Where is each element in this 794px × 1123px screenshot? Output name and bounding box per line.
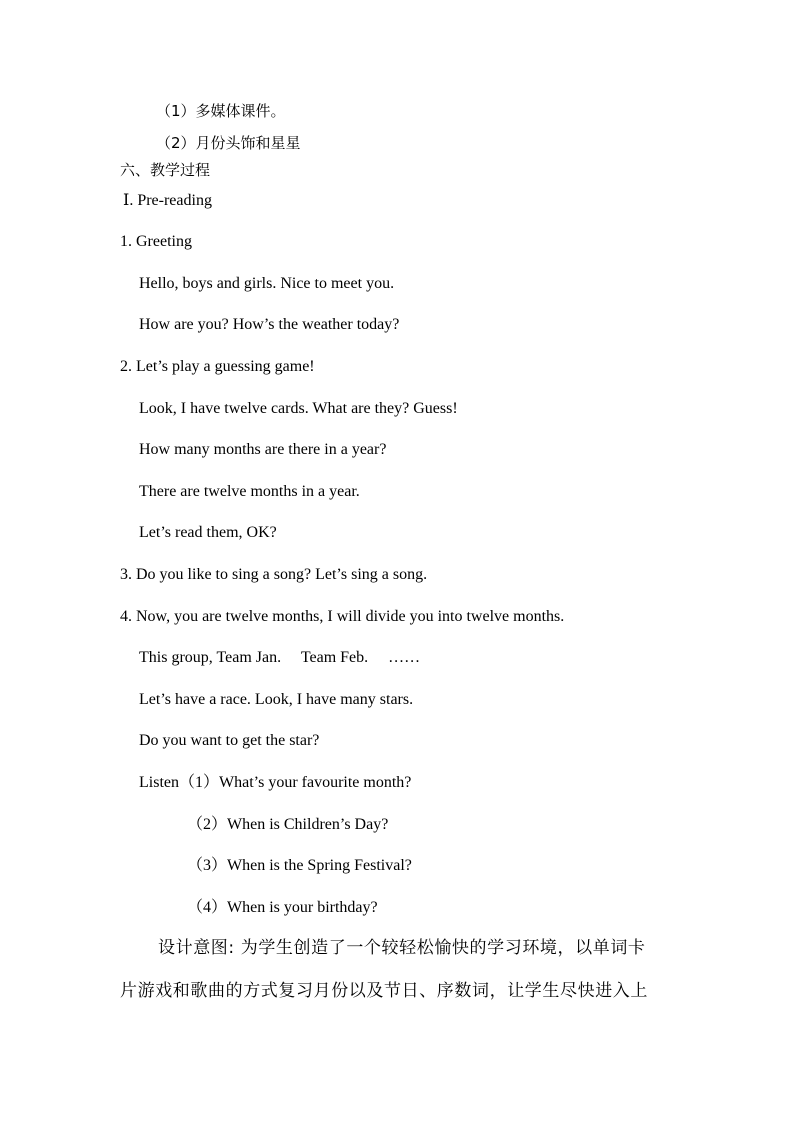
- design-intent-line-2: 片游戏和歌曲的方式复习月份以及节日、序数词，让学生尽快进入上: [120, 981, 648, 1001]
- game-line-1: Look, I have twelve cards. What are they? Guess!: [139, 400, 458, 417]
- material-item-1: （1）多媒体课件。: [156, 102, 286, 120]
- listen-item-4: （4）When is your birthday?: [187, 899, 378, 916]
- game-line-2: How many months are there in a year?: [139, 441, 387, 458]
- team-line-2: Let’s have a race. Look, I have many stars.: [139, 691, 414, 708]
- step-game-title: 2. Let’s play a guessing game!: [120, 358, 315, 375]
- listen-item-2: （2）When is Children’s Day?: [187, 816, 389, 833]
- design-intent-line-1: 设计意图: 为学生创造了一个较轻松愉快的学习环境，以单词卡: [158, 938, 646, 958]
- greeting-line-1: Hello, boys and girls. Nice to meet you.: [139, 275, 395, 292]
- team-line-1: This group, Team Jan. Team Feb. ……: [139, 649, 421, 666]
- step-team-title: 4. Now, you are twelve months, I will divide you into twelve months.: [120, 608, 565, 625]
- material-item-2: （2）月份头饰和星星: [156, 134, 301, 152]
- step-song-title: 3. Do you like to sing a song? Let’s sing a song.: [120, 566, 428, 583]
- listen-line: Listen（1）What’s your favourite month?: [139, 774, 412, 791]
- listen-item-3: （3）When is the Spring Festival?: [187, 857, 412, 874]
- game-line-3: There are twelve months in a year.: [139, 483, 360, 500]
- greeting-line-2: How are you? How’s the weather today?: [139, 316, 400, 333]
- game-line-4: Let’s read them, OK?: [139, 524, 277, 541]
- step-greeting-title: 1. Greeting: [120, 233, 192, 250]
- section-heading: 六、教学过程: [120, 161, 211, 179]
- subheading: Ⅰ. Pre-reading: [123, 192, 212, 209]
- team-line-3: Do you want to get the star?: [139, 732, 320, 749]
